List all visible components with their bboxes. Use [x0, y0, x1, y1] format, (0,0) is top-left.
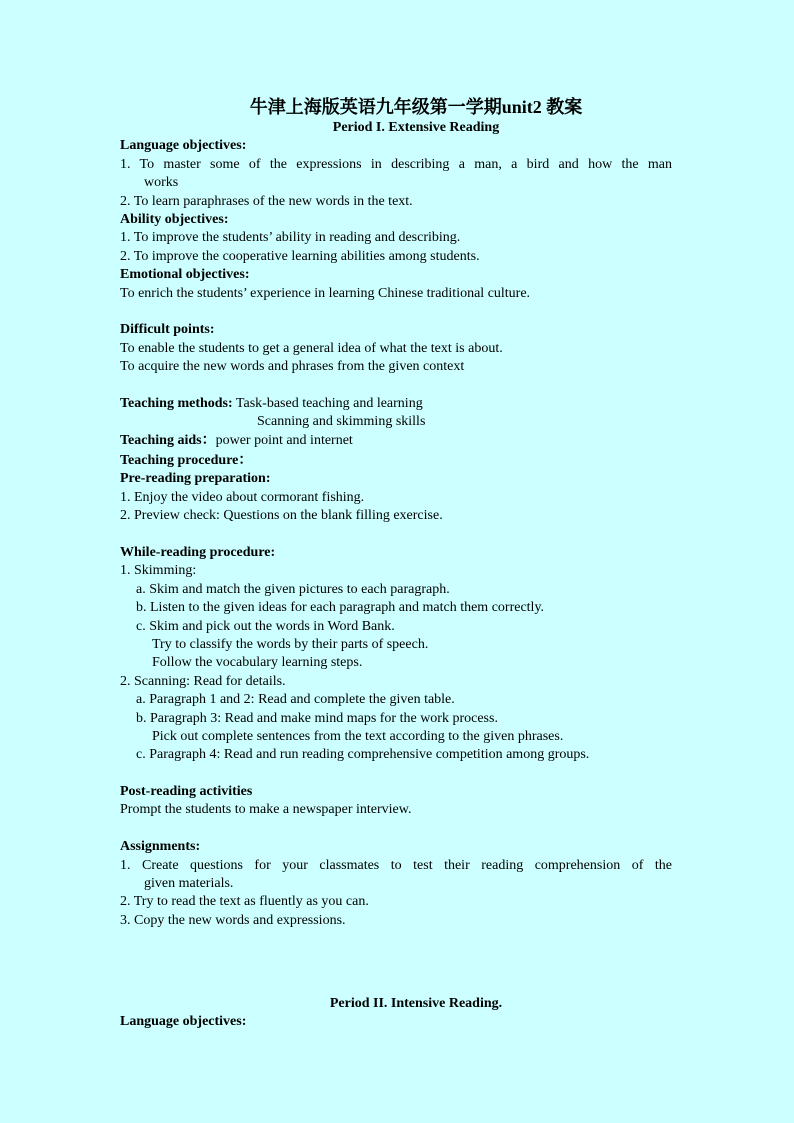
pre-reading-2: 2. Preview check: Questions on the blank filling exercise.: [120, 508, 443, 524]
while-reading-1c-2: Try to classify the words by their parts of speech.: [152, 636, 429, 652]
language-objective-1: 1. To master some of the expressions in describing a man, a bird and how the man: [120, 156, 672, 172]
ability-objectives-heading: Ability objectives:: [120, 211, 229, 227]
difficult-points-heading: Difficult points:: [120, 322, 215, 338]
assignment-2: 2. Try to read the text as fluently as you can.: [120, 894, 369, 910]
assignments-heading: Assignments:: [120, 839, 201, 855]
while-reading-1c-3: Follow the vocabulary learning steps.: [152, 655, 363, 671]
ability-objective-1: 1. To improve the students’ ability in reading and describing.: [120, 230, 461, 246]
teaching-method-1: Task-based teaching and learning: [235, 395, 423, 411]
difficult-point-2: To acquire the new words and phrases from the given context: [120, 359, 465, 375]
difficult-point-1: To enable the students to get a general idea of what the text is about.: [120, 340, 503, 356]
assignment-1-cont: given materials.: [144, 876, 234, 892]
teaching-methods: [120, 395, 672, 413]
assignment-3: 3. Copy the new words and expressions.: [120, 912, 346, 928]
while-reading-2b: b. Paragraph 3: Read and make mind maps for the work process.: [136, 710, 498, 726]
language-objectives-heading: Language objectives:: [120, 138, 247, 154]
teaching-methods-label: Teaching methods:: [120, 395, 233, 411]
period-2-heading: Period II. Intensive Reading.: [329, 995, 503, 1011]
ability-objective-2: 2. To improve the cooperative learning abilities among students.: [120, 248, 480, 264]
pre-reading-heading: Pre-reading preparation:: [120, 471, 271, 487]
language-objective-1-cont: works: [144, 175, 179, 191]
teaching-method-2: Scanning and skimming skills: [257, 414, 426, 430]
period-1-heading: Period I. Extensive Reading: [332, 120, 500, 135]
while-reading-2c: c. Paragraph 4: Read and run reading comprehensive competition among groups.: [136, 747, 590, 763]
while-reading-heading: While-reading procedure:: [120, 544, 276, 560]
while-reading-1a: a. Skim and match the given pictures to each paragraph.: [136, 581, 450, 597]
post-reading-heading: Post-reading activities: [120, 784, 253, 800]
document-page: [120, 95, 672, 1031]
while-reading-2b-2: Pick out complete sentences from the text according to the given phrases.: [152, 728, 564, 744]
while-reading-1c: c. Skim and pick out the words in Word Bank.: [136, 618, 395, 634]
document-title: 牛津上海版英语九年级第一学期unit2 教案: [249, 97, 583, 117]
teaching-aids-label: Teaching aids：: [120, 432, 216, 448]
while-reading-1: 1. Skimming:: [120, 563, 197, 579]
language-objectives-heading-2: Language objectives:: [120, 1013, 247, 1029]
post-reading-1: Prompt the students to make a newspaper interview.: [120, 802, 412, 818]
assignment-1: 1. Create questions for your classmates to test their reading comprehension of the: [120, 857, 672, 873]
teaching-procedure-heading: Teaching procedure：: [120, 453, 253, 469]
teaching-aids-value: power point and internet: [215, 432, 353, 448]
teaching-aids: [120, 432, 672, 450]
while-reading-2a: a. Paragraph 1 and 2: Read and complete the given table.: [136, 692, 455, 708]
while-reading-1b: b. Listen to the given ideas for each paragraph and match them correctly.: [136, 600, 545, 616]
emotional-objectives-heading: Emotional objectives:: [120, 267, 250, 283]
emotional-objective-1: To enrich the students’ experience in learning Chinese traditional culture.: [120, 285, 531, 301]
pre-reading-1: 1. Enjoy the video about cormorant fishing.: [120, 489, 365, 505]
while-reading-2: 2. Scanning: Read for details.: [120, 673, 286, 689]
language-objective-2: 2. To learn paraphrases of the new words in the text.: [120, 193, 413, 209]
